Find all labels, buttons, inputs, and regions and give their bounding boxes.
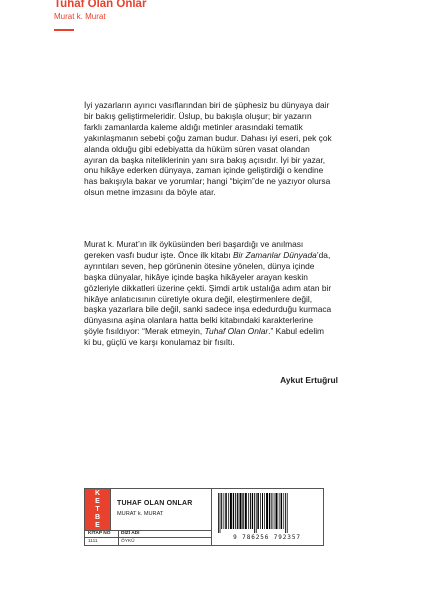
- info-box-title: TUHAF OLAN ONLAR: [117, 500, 193, 507]
- blurb-signature: Aykut Ertuğrul: [280, 375, 338, 385]
- barcode-bar: [240, 493, 242, 529]
- barcode-bar: [218, 493, 219, 533]
- book-no-label: KİTAP NO: [88, 531, 111, 536]
- barcode-bar: [266, 493, 268, 529]
- book-no-value: 1111: [88, 538, 98, 544]
- info-box-author: MURAT k. MURAT: [117, 511, 164, 517]
- barcode-bar: [269, 493, 270, 529]
- logo-letter: K: [94, 489, 101, 497]
- barcode-bar: [252, 493, 253, 529]
- barcode-bar: [230, 493, 232, 529]
- barcode-bar: [221, 493, 222, 529]
- barcode: [216, 493, 320, 533]
- barcode-bar: [271, 493, 272, 529]
- logo-letter: E: [95, 497, 100, 505]
- barcode-bar: [260, 493, 261, 529]
- quoted-book-title: Tuhaf Olan Onlar: [204, 326, 269, 337]
- barcode-bar: [285, 493, 286, 533]
- divider: [118, 530, 119, 545]
- logo-letter: E: [95, 521, 100, 529]
- barcode-bar: [281, 493, 283, 529]
- barcode-bar: [220, 493, 221, 533]
- barcode-bar: [276, 493, 278, 529]
- barcode-bar: [287, 493, 288, 533]
- blurb-paragraph-2: [84, 239, 332, 348]
- barcode-bar: [283, 493, 284, 529]
- barcode-bar: [225, 493, 227, 529]
- book-title: Tuhaf Olan Onlar: [54, 0, 147, 10]
- logo-letter: T: [95, 505, 100, 513]
- first-book-title: Bir Zamanlar Dünyada: [232, 249, 317, 260]
- barcode-bar: [237, 493, 238, 529]
- barcode-bar: [279, 493, 280, 529]
- barcode-bar: [245, 493, 247, 529]
- barcode-bar: [233, 493, 234, 529]
- barcode-bar: [264, 493, 265, 529]
- barcode-bar: [224, 493, 225, 529]
- blurb-text-a: Murat k. Murat’ın ilk öyküsünden beri başardığı ve anılması gereken vasfı budur işte. Önce ilk kitabı: [84, 239, 304, 260]
- barcode-bar: [235, 493, 236, 529]
- barcode-bar: [254, 493, 255, 533]
- series-value: ÖYKÜ: [121, 538, 135, 544]
- isbn-number: 9 786256 792357: [233, 534, 301, 541]
- barcode-bar: [257, 493, 259, 529]
- barcode-bar: [256, 493, 257, 533]
- header-rule: [54, 29, 74, 31]
- barcode-bar: [250, 493, 251, 529]
- divider: [85, 537, 211, 538]
- blurb-text-e: .” Kabul edelim ki bu, güçlü ve karşı konulamaz bir fısıltı.: [84, 326, 325, 348]
- book-author: Murat k. Murat: [54, 12, 106, 21]
- barcode-bar: [248, 493, 249, 529]
- logo-letter: B: [94, 513, 101, 521]
- series-label: DİZİ ADI: [121, 531, 140, 536]
- barcode-bar: [262, 493, 263, 529]
- publisher-logo: [85, 489, 111, 531]
- blurb-text-c: ’da, ayrıntıları seven, hep görünenin ötesine yönelen, dünya içinde başka dünyalar, hikâye içinde başka hikâyeler arayan keskin gözleriyle dikkatleri üzerine çekti. Şimdi artık ustalığa adım atan bir hikâye anlatıcısının cüretiyle okura değil, eleştirmenlere değil, başka yazarlara bile değil, sanki sadece inşa ededurduğu kurmaca dünyasına aşina olanlara hatta belki kitabındaki karakterlerine şöyle fısıldıyor: “Merak etmeyin,: [84, 249, 332, 337]
- book-info-box: [84, 488, 324, 546]
- barcode-bar: [228, 493, 229, 529]
- blurb-paragraph-1: İyi yazarların ayırıcı vasıflarından biri de şüphesiz bu dünyaya dair bir bakış geliştirmeleridir. Üslup, bu bakışla oluşur; bir yazarın farklı zamanlarda kaleme aldığı metinler arasındaki tematik yakınlaşmanın sebebi çoğu zaman budur. Dahası iyi eseri, pek çok alanda olduğu gibi edebiyatta da hüküm süren vasat olandan ayıran da başka niteliklerinin yanı sıra bakış açısıdır. İyi bir yazar, onu hikâye ederken dünyaya, zaman içinde geliştirdiği o kendine has bakışıyla bakar ve yorumlar; hangi “biçim”de ne yazıyor olursa olsun metne imzasını da böyle atar.: [84, 100, 332, 198]
- barcode-bar: [274, 493, 275, 529]
- header: [54, 0, 146, 31]
- barcode-bar: [242, 493, 243, 529]
- divider: [211, 489, 212, 545]
